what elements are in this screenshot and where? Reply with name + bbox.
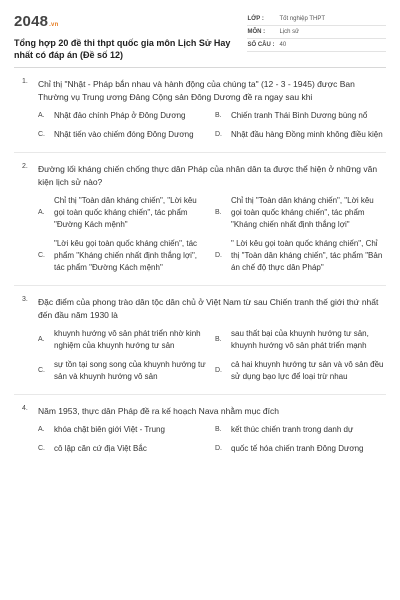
meta-value: Tốt nghiệp THPT xyxy=(279,16,326,22)
option-text: Chỉ thị "Toàn dân kháng chiến", "Lời kêu gọi toàn quốc kháng chiến", tác phẩm "Kháng chiến nhất định thắng lợi" xyxy=(231,196,374,229)
option-text: khuynh hướng vô sản phát triển nhờ kinh nghiệm của khuynh hướng tư sản xyxy=(54,329,201,350)
question-text: Đặc điểm của phong trào dân tộc dân chủ ở Việt Nam từ sau Chiến tranh thế giới thứ nhất đến đầu năm 1930 là xyxy=(38,297,379,320)
option-letter: B. xyxy=(215,209,222,216)
option-text: "Lời kêu gọi toàn quốc kháng chiến", tác phẩm "Kháng chiến nhất định thắng lợi", tác phẩm "Đường Kách mệnh" xyxy=(54,239,198,272)
meta-row-grade xyxy=(247,13,386,26)
question-4 xyxy=(14,405,386,462)
option-letter: A. xyxy=(38,112,45,119)
option-letter: D. xyxy=(215,445,222,452)
option-text: Nhật đảo chính Pháp ở Đông Dương xyxy=(54,111,186,120)
question-divider xyxy=(14,285,386,286)
question-number: 2. xyxy=(22,163,28,170)
option-text: sự tồn tại song song của khuynh hướng tư sản và khuynh hướng vô sản xyxy=(54,360,206,381)
question-text: Chỉ thị "Nhật - Pháp bắn nhau và hành động của chúng ta" (12 - 3 - 1945) được Ban Thường vụ Trung ương Đảng Cộng sản Đông Dương đề ra ngay sau khi xyxy=(38,79,355,102)
options-grid xyxy=(38,328,386,390)
meta-row-subject xyxy=(247,26,386,39)
option-text: Nhật tiến vào chiếm đóng Đông Dương xyxy=(54,130,194,139)
option-text: cô lập căn cứ địa Việt Bắc xyxy=(54,444,147,453)
option-letter: D. xyxy=(215,252,222,259)
question-divider xyxy=(14,152,386,153)
option-d[interactable] xyxy=(215,238,386,274)
option-c[interactable] xyxy=(38,238,209,274)
question-text: Năm 1953, thực dân Pháp đề ra kế hoạch Nava nhằm mục đích xyxy=(38,406,279,416)
meta-key: MÔN : xyxy=(247,29,266,35)
option-d[interactable] xyxy=(215,359,386,383)
meta-key: SỐ CÂU : xyxy=(247,42,275,48)
option-text: Chỉ thị "Toàn dân kháng chiến", "Lời kêu gọi toàn quốc kháng chiến", tác phẩm "Đường Kách mệnh" xyxy=(54,196,197,229)
option-text: Chiến tranh Thái Bình Dương bùng nổ xyxy=(231,111,368,120)
option-letter: D. xyxy=(215,131,222,138)
option-letter: B. xyxy=(215,336,222,343)
option-c[interactable] xyxy=(38,359,209,383)
meta-value: 40 xyxy=(279,42,287,48)
option-letter: B. xyxy=(215,426,222,433)
question-number: 3. xyxy=(22,296,28,303)
option-text: " Lời kêu gọi toàn quốc kháng chiến", Chỉ thị "Toàn dân kháng chiến", tác phẩm "Bản án chế độ thực dân Pháp" xyxy=(231,239,383,272)
question-number: 1. xyxy=(22,78,28,85)
option-a[interactable] xyxy=(38,195,209,231)
option-c[interactable] xyxy=(38,443,209,455)
option-letter: B. xyxy=(215,112,222,119)
option-b[interactable] xyxy=(215,424,386,436)
logo-main: 2048 xyxy=(14,13,49,30)
options-grid xyxy=(38,195,386,281)
option-letter: C. xyxy=(38,367,45,374)
option-d[interactable] xyxy=(215,443,386,455)
brand xyxy=(14,13,247,67)
option-letter: C. xyxy=(38,445,45,452)
option-letter: A. xyxy=(38,426,45,433)
option-letter: D. xyxy=(215,367,222,374)
question-text: Đường lối kháng chiến chống thực dân Pháp của nhân dân ta được thể hiện ở những văn kiện lịch sử nào? xyxy=(38,164,378,187)
option-c[interactable] xyxy=(38,129,209,141)
question-3 xyxy=(14,296,386,390)
meta-key: LỚP : xyxy=(247,16,264,22)
option-b[interactable] xyxy=(215,328,386,352)
exam-meta xyxy=(247,13,386,67)
site-logo[interactable] xyxy=(14,13,247,34)
header xyxy=(14,0,386,67)
question-1 xyxy=(14,78,386,148)
option-letter: A. xyxy=(38,336,45,343)
option-a[interactable] xyxy=(38,424,209,436)
meta-row-count xyxy=(247,39,386,52)
options-grid xyxy=(38,424,386,462)
meta-value: Lịch sử xyxy=(279,29,300,35)
question-2 xyxy=(14,163,386,281)
option-b[interactable] xyxy=(215,110,386,122)
option-b[interactable] xyxy=(215,195,386,231)
options-grid xyxy=(38,110,386,148)
option-d[interactable] xyxy=(215,129,386,141)
option-a[interactable] xyxy=(38,328,209,352)
header-divider xyxy=(14,67,386,68)
option-letter: C. xyxy=(38,252,45,259)
option-text: quốc tế hóa chiến tranh Đông Dương xyxy=(231,444,364,453)
option-text: cả hai khuynh hướng tư sản và vô sản đều sử dụng bạo lực để loại trừ nhau xyxy=(231,360,384,381)
option-text: kết thúc chiến tranh trong danh dự xyxy=(231,425,354,434)
page-title: Tổng hợp 20 đề thi thpt quốc gia môn Lịch Sử Hay nhất có đáp án (Đề số 12) xyxy=(14,38,231,60)
option-text: Nhật đầu hàng Đồng minh không điều kiện xyxy=(231,130,383,139)
option-letter: C. xyxy=(38,131,45,138)
question-divider xyxy=(14,394,386,395)
question-number: 4. xyxy=(22,405,28,412)
option-text: sau thất bại của khuynh hướng tư sản, khuynh hướng vô sản phát triển mạnh xyxy=(231,329,369,350)
option-a[interactable] xyxy=(38,110,209,122)
option-letter: A. xyxy=(38,209,45,216)
option-text: khóa chặt biên giới Việt - Trung xyxy=(54,425,165,434)
logo-suffix: .vn xyxy=(49,22,59,28)
